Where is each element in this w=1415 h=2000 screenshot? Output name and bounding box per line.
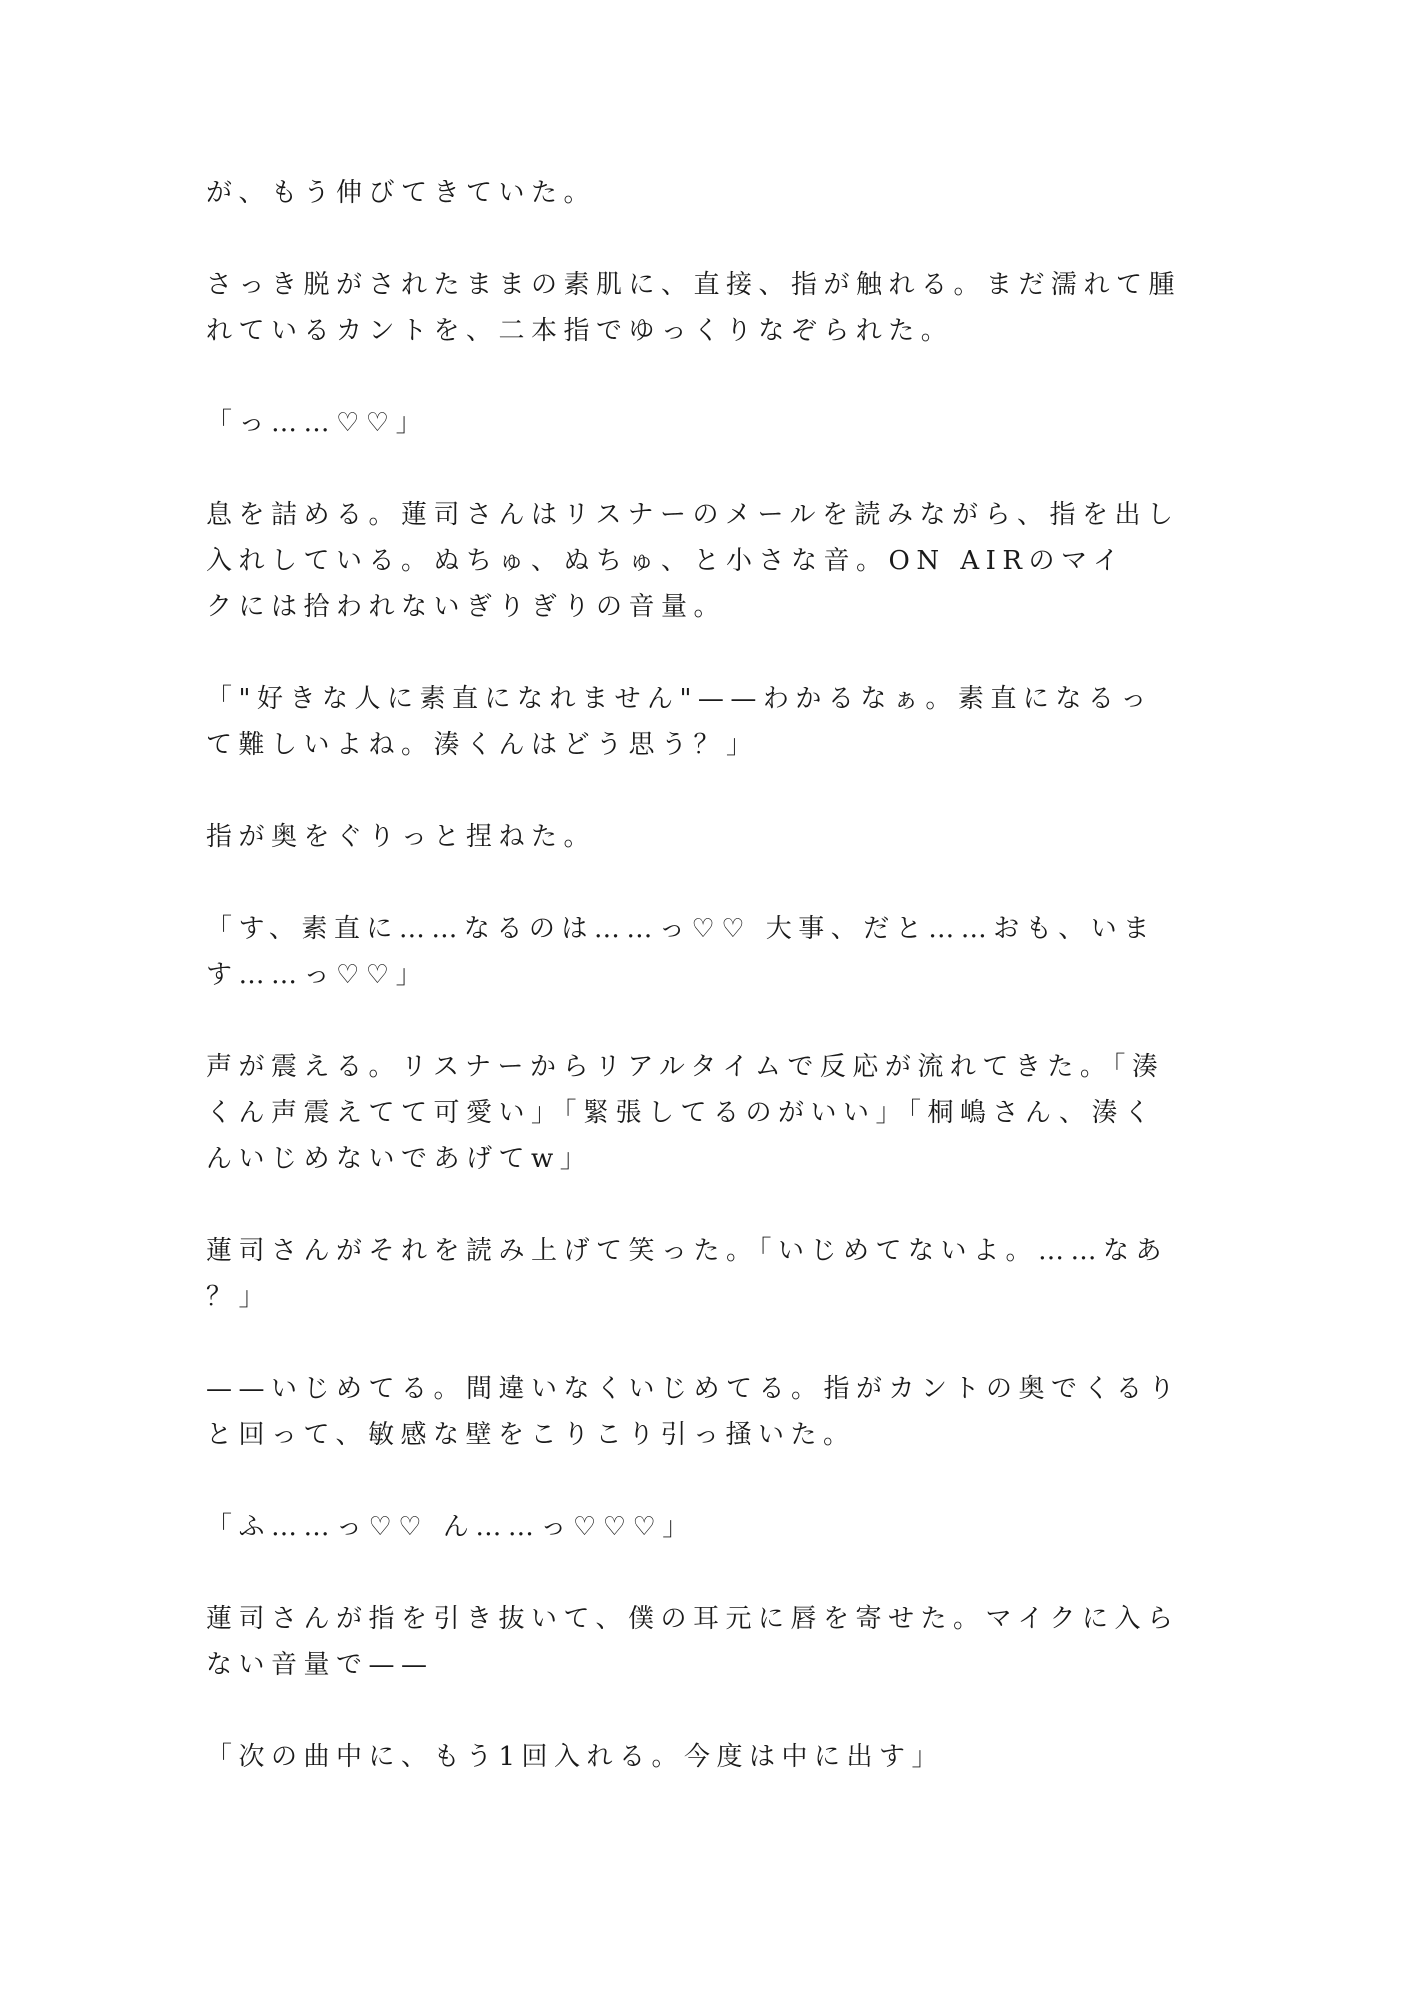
text-line: 「す、素直に……なるのは……っ♡♡ 大事、だと……おも、いま	[206, 914, 1156, 944]
paragraph-gap	[206, 1550, 1186, 1596]
text-line: す……っ♡♡」	[206, 960, 429, 990]
paragraph	[206, 400, 1186, 446]
paragraph	[206, 1596, 1186, 1688]
paragraph	[206, 814, 1186, 860]
text-line: 入れしている。ぬちゅ、ぬちゅ、と小さな音。ON AIRのマイ	[206, 546, 1126, 576]
paragraph-gap	[206, 998, 1186, 1044]
paragraph-gap	[206, 1458, 1186, 1504]
paragraph-gap	[206, 354, 1186, 400]
text-line: さっき脱がされたままの素肌に、直接、指が触れる。まだ濡れて腫	[206, 270, 1182, 300]
text-line: 息を詰める。蓮司さんはリスナーのメールを読みながら、指を出し	[206, 500, 1180, 530]
paragraph-gap	[206, 768, 1186, 814]
paragraph	[206, 906, 1186, 998]
paragraph	[206, 262, 1186, 354]
paragraph-gap	[206, 1182, 1186, 1228]
paragraph	[206, 676, 1186, 768]
paragraph-gap	[206, 1320, 1186, 1366]
text-line: 「ふ……っ♡♡ ん……っ♡♡♡」	[206, 1512, 695, 1542]
paragraph	[206, 1044, 1186, 1182]
text-line: くん声震えてて可愛い」「緊張してるのがいい」「桐嶋さん、湊く	[206, 1098, 1157, 1128]
text-line: クには拾われないぎりぎりの音量。	[206, 592, 727, 622]
text-line: て難しいよね。湊くんはどう思う？」	[206, 730, 759, 760]
text-line: ない音量で——	[206, 1650, 434, 1680]
text-line: 声が震える。リスナーからリアルタイムで反応が流れてきた。「湊	[206, 1052, 1165, 1082]
paragraph-gap	[206, 630, 1186, 676]
text-line: 指が奥をぐりっと捏ねた。	[206, 822, 597, 852]
text-line: と回って、敏感な壁をこりこり引っ掻いた。	[206, 1420, 856, 1450]
paragraph	[206, 1366, 1186, 1458]
paragraph	[206, 1228, 1186, 1320]
paragraph	[206, 1504, 1186, 1550]
paragraph-gap	[206, 446, 1186, 492]
text-line: 「"好きな人に素直になれません"——わかるなぁ。素直になるっ	[206, 684, 1153, 714]
text-line: 「次の曲中に、もう1回入れる。今度は中に出す」	[206, 1742, 945, 1772]
text-line: 蓮司さんが指を引き抜いて、僕の耳元に唇を寄せた。マイクに入ら	[206, 1604, 1180, 1634]
paragraph	[206, 170, 1186, 216]
text-line: ——いじめてる。間違いなくいじめてる。指がカントの奥でくるり	[206, 1374, 1182, 1404]
text-line: ？」	[206, 1282, 272, 1312]
text-line: れているカントを、二本指でゆっくりなぞられた。	[206, 316, 954, 346]
paragraph-gap	[206, 1688, 1186, 1734]
text-line: が、もう伸びてきていた。	[206, 178, 597, 208]
paragraph	[206, 492, 1186, 630]
text-line: 「っ……♡♡」	[206, 408, 429, 438]
text-line: んいじめないであげてw」	[206, 1144, 593, 1174]
paragraph	[206, 1734, 1186, 1780]
paragraph-gap	[206, 860, 1186, 906]
document-page	[206, 170, 1186, 1780]
paragraph-gap	[206, 216, 1186, 262]
text-line: 蓮司さんがそれを読み上げて笑った。「いじめてないよ。……なあ	[206, 1236, 1169, 1266]
